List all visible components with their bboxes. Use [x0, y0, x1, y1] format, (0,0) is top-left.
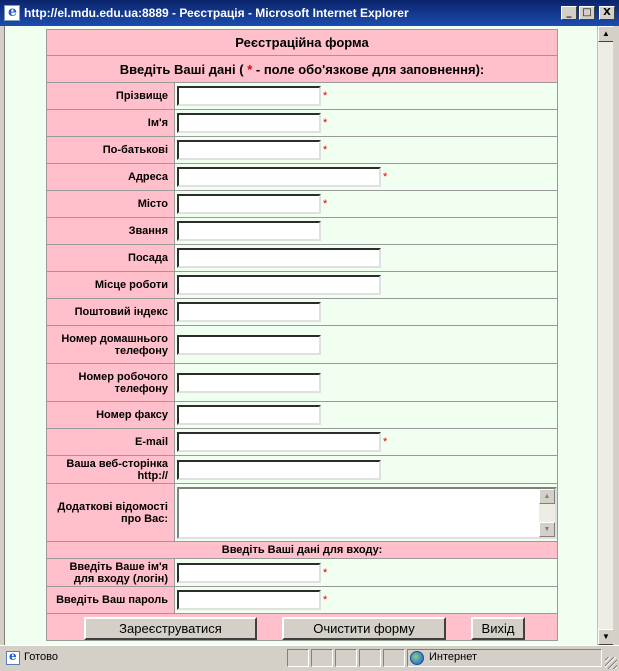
workplace-input[interactable]: [177, 275, 381, 295]
status-bar: [0, 645, 619, 671]
clear-form-button[interactable]: Очистити форму: [282, 617, 446, 640]
subtitle-required-star: *: [247, 61, 253, 77]
scroll-up-arrow-icon[interactable]: ▲: [539, 489, 555, 504]
ie-page-icon: [6, 651, 20, 665]
additional-info-label: Додаткові відомості про Вас:: [47, 484, 175, 542]
work-phone-label: Номер робочого телефону: [47, 364, 175, 402]
position-label: Посада: [47, 245, 175, 272]
rank-label: Звання: [47, 218, 175, 245]
scroll-down-arrow-icon[interactable]: ▼: [539, 522, 555, 537]
fax-input[interactable]: [177, 405, 321, 425]
subtitle-text-after: - поле обо'язкове для заповнення):: [252, 61, 485, 77]
address-input[interactable]: [177, 167, 381, 187]
page-scrollbar[interactable]: [597, 26, 613, 645]
patronymic-label: По-батькові: [47, 137, 175, 164]
status-cell: [311, 649, 333, 667]
postal-code-label: Поштовий індекс: [47, 299, 175, 326]
maximize-button[interactable]: □: [579, 6, 595, 20]
window-title: http://el.mdu.edu.ua:8889 - Реєстрація - Microsoft Internet Explorer: [24, 6, 409, 20]
window-titlebar: [0, 0, 619, 26]
login-input[interactable]: [177, 563, 321, 583]
minimize-button[interactable]: _: [561, 6, 577, 20]
window-frame: [613, 26, 619, 645]
login-label: Введіть Ваше ім'я для входу (логін): [47, 559, 175, 587]
surname-label: Прізвище: [47, 83, 175, 110]
register-button[interactable]: Зареєструватися: [84, 617, 257, 640]
login-section-title: Введіть Ваші дані для входу:: [47, 542, 558, 559]
first-name-label: Ім'я: [47, 110, 175, 137]
required-mark: *: [323, 566, 328, 579]
required-mark: *: [323, 117, 328, 129]
surname-input[interactable]: [177, 86, 321, 106]
close-button[interactable]: X: [599, 6, 615, 20]
required-mark: *: [323, 144, 328, 156]
email-label: E-mail: [47, 429, 175, 456]
fax-label: Номер факсу: [47, 402, 175, 429]
workplace-label: Місце роботи: [47, 272, 175, 299]
exit-button[interactable]: Вихід: [471, 617, 525, 640]
status-text: Готово: [24, 651, 58, 663]
required-mark: *: [323, 594, 328, 606]
address-label: Адреса: [47, 164, 175, 191]
website-label: Ваша веб-сторінка http://: [47, 456, 175, 484]
registration-form: [46, 29, 558, 641]
scroll-up-arrow-icon[interactable]: ▲: [598, 26, 614, 42]
form-subtitle: [47, 56, 558, 83]
password-input[interactable]: [177, 590, 321, 610]
status-cell: [287, 649, 309, 667]
subtitle-text-before: Введіть Ваші дані (: [119, 61, 248, 77]
form-title: Реєстраційна форма: [47, 30, 558, 56]
city-label: Місто: [47, 191, 175, 218]
required-mark: *: [383, 171, 388, 183]
website-input[interactable]: [177, 460, 381, 480]
ie-page-icon: [4, 5, 20, 21]
resize-grip-icon[interactable]: [605, 657, 617, 669]
zone-text: Интернет: [429, 651, 477, 663]
additional-info-textarea[interactable]: [179, 489, 541, 537]
work-phone-input[interactable]: [177, 373, 321, 393]
rank-input[interactable]: [177, 221, 321, 241]
home-phone-input[interactable]: [177, 335, 321, 355]
status-cell: [335, 649, 357, 667]
scroll-down-arrow-icon[interactable]: ▼: [598, 629, 614, 645]
status-cell: [383, 649, 405, 667]
email-input[interactable]: [177, 432, 381, 452]
first-name-input[interactable]: [177, 113, 321, 133]
patronymic-input[interactable]: [177, 140, 321, 160]
postal-code-input[interactable]: [177, 302, 321, 322]
password-label: Введіть Ваш пароль: [47, 587, 175, 614]
position-input[interactable]: [177, 248, 381, 268]
page-viewport: [4, 26, 597, 645]
required-mark: *: [323, 198, 328, 210]
status-cell: [359, 649, 381, 667]
required-mark: *: [383, 436, 388, 448]
home-phone-label: Номер домашнього телефону: [47, 326, 175, 364]
city-input[interactable]: [177, 194, 321, 214]
textarea-scrollbar[interactable]: [539, 489, 555, 537]
required-mark: *: [323, 90, 328, 102]
internet-zone-globe-icon: [410, 651, 424, 665]
additional-info-box: [177, 487, 557, 539]
